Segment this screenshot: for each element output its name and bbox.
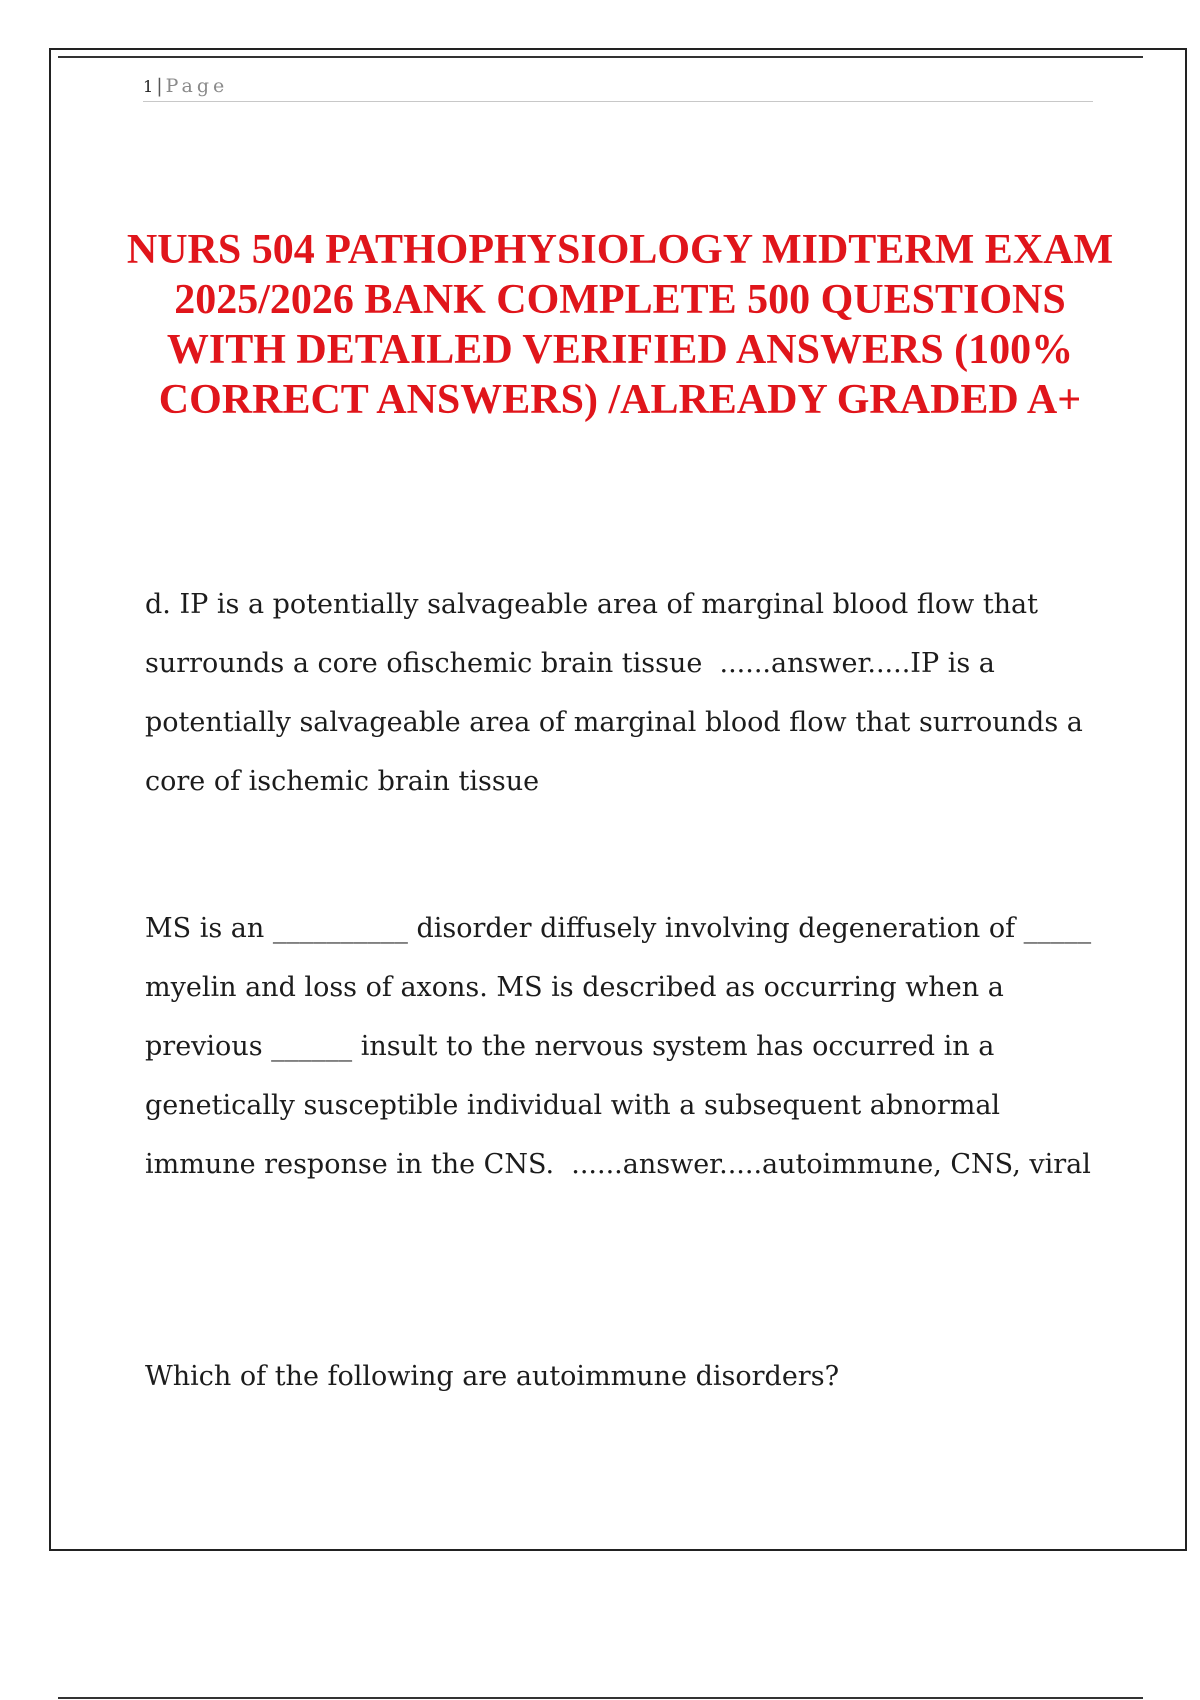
question-text: MS is an __________ disorder diffusely involving degeneration of _____ myelin and loss of axons. MS is described as occurring when a previous ______ insult to the nervous system has occurred in a genetically susceptible individual with a subsequent abnormal immune response in the CNS. (145, 913, 1100, 1180)
page-header (143, 72, 1093, 102)
header-separator: | (156, 75, 163, 97)
answer-text: autoimmune, CNS, viral (762, 1149, 1091, 1180)
top-rule (58, 56, 1143, 58)
answer-marker: ......answer..... (571, 1149, 763, 1180)
qa-item (145, 575, 1095, 811)
page-label: Page (165, 75, 229, 97)
document-title: NURS 504 PATHOPHYSIOLOGY MIDTERM EXAM 2025/2026 BANK COMPLETE 500 QUESTIONS WITH DETAILED VERIFIED ANSWERS (100% CORRECT ANSWERS) /ALREADY GRADED A+ (126, 227, 1114, 423)
question-text: Which of the following are autoimmune disorders? (145, 1361, 840, 1392)
qa-item (145, 1347, 1095, 1406)
question-text: d. IP is a potentially salvageable area of marginal blood flow that surrounds a core ofischemic brain tissue (145, 589, 1047, 679)
page-number: 1 (143, 77, 154, 96)
answer-text: IP is a potentially salvageable area of marginal blood flow that surrounds a core of ischemic brain tissue (145, 648, 1083, 797)
bottom-rule (58, 1697, 1143, 1699)
answer-marker: ......answer..... (719, 648, 911, 679)
qa-item (145, 899, 1100, 1194)
